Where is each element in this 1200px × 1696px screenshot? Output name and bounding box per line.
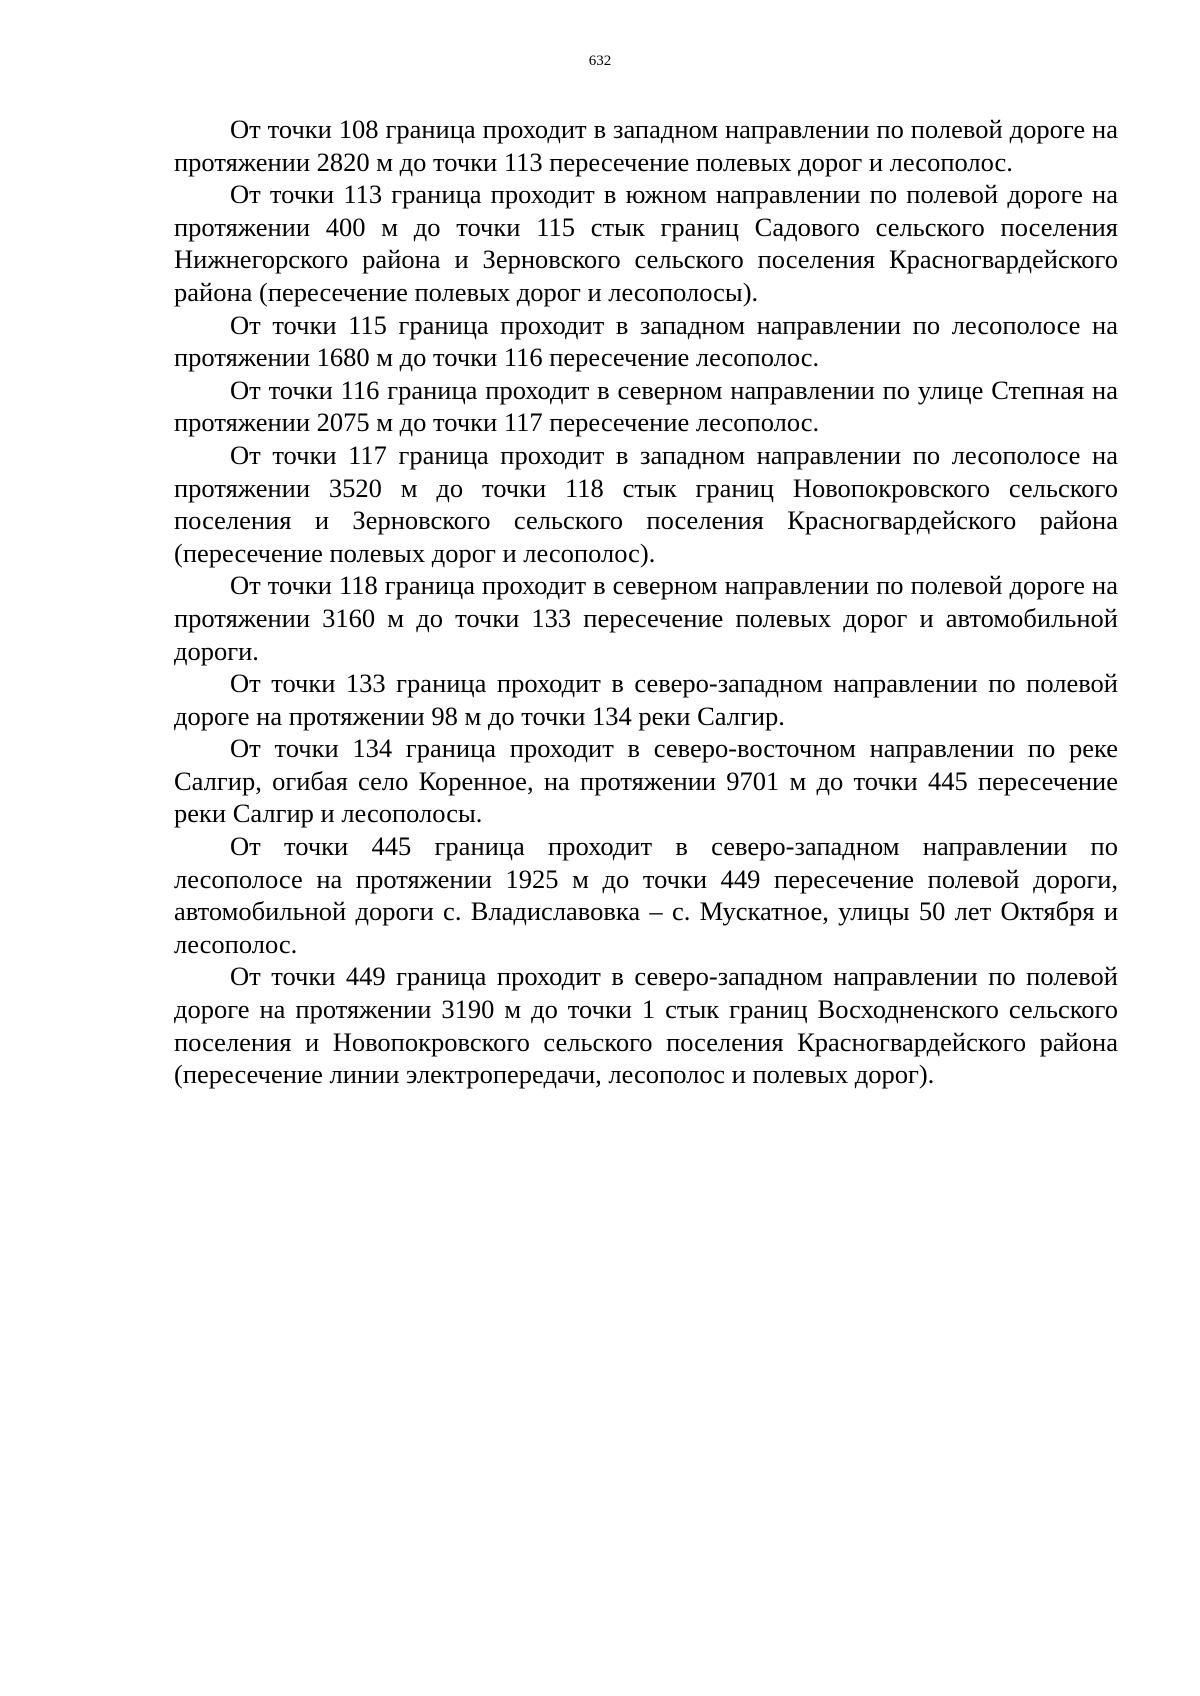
document-body — [174, 113, 1118, 1091]
paragraph-point-113: От точки 113 граница проходит в южном направлении по полевой дороге на протяжении 400 м до точки 115 стык границ Садового сельского поселения Нижнегорского района и Зерновского сельского поселения Красногвардейского района (пересечение полевых дорог и лесополосы). — [174, 179, 1118, 307]
paragraph-point-118: От точки 118 граница проходит в северном направлении по полевой дороге на протяжении 3160 м до точки 133 пересечение полевых дорог и автомобильной дороги. — [174, 570, 1118, 666]
paragraph-point-115: От точки 115 граница проходит в западном направлении по лесополосе на протяжении 1680 м до точки 116 пересечение лесополос. — [174, 309, 1118, 373]
paragraph-point-445: От точки 445 граница проходит в северо-западном направлении по лесополосе на протяжении 1925 м до точки 449 пересечение полевой дороги, автомобильной дороги с. Владиславовка – с. Мускатное, улицы 50 лет Октября и лесополос. — [174, 831, 1118, 959]
page-number: 632 — [588, 53, 612, 69]
paragraph-point-108: От точки 108 граница проходит в западном направлении по полевой дороге на протяжении 2820 м до точки 113 пересечение полевых дорог и лесополос. — [174, 114, 1118, 177]
paragraph-point-134: От точки 134 граница проходит в северо-восточном направлении по реке Салгир, огибая село Коренное, на протяжении 9701 м до точки 445 пересечение реки Салгир и лесополосы. — [174, 733, 1118, 829]
paragraph-point-133: От точки 133 граница проходит в северо-западном направлении по полевой дороге на протяжении 98 м до точки 134 реки Салгир. — [174, 668, 1118, 731]
paragraph-point-116: От точки 116 граница проходит в северном направлении по улице Степная на протяжении 2075 м до точки 117 пересечение лесополос. — [174, 374, 1118, 438]
paragraph-point-449: От точки 449 граница проходит в северо-западном направлении по полевой дороге на протяжении 3190 м до точки 1 стык границ Восходненского сельского поселения и Новопокровского сельского поселения Красногвардейского района (пересечение линии электропередачи, лесополос и полевых дорог). — [174, 961, 1118, 1090]
paragraph-point-117: От точки 117 граница проходит в западном направлении по лесополосе на протяжении 3520 м до точки 118 стык границ Новопокровского сельского поселения и Зерновского сельского поселения Красногвардейского района (пересечение полевых дорог и лесополос). — [174, 439, 1118, 568]
